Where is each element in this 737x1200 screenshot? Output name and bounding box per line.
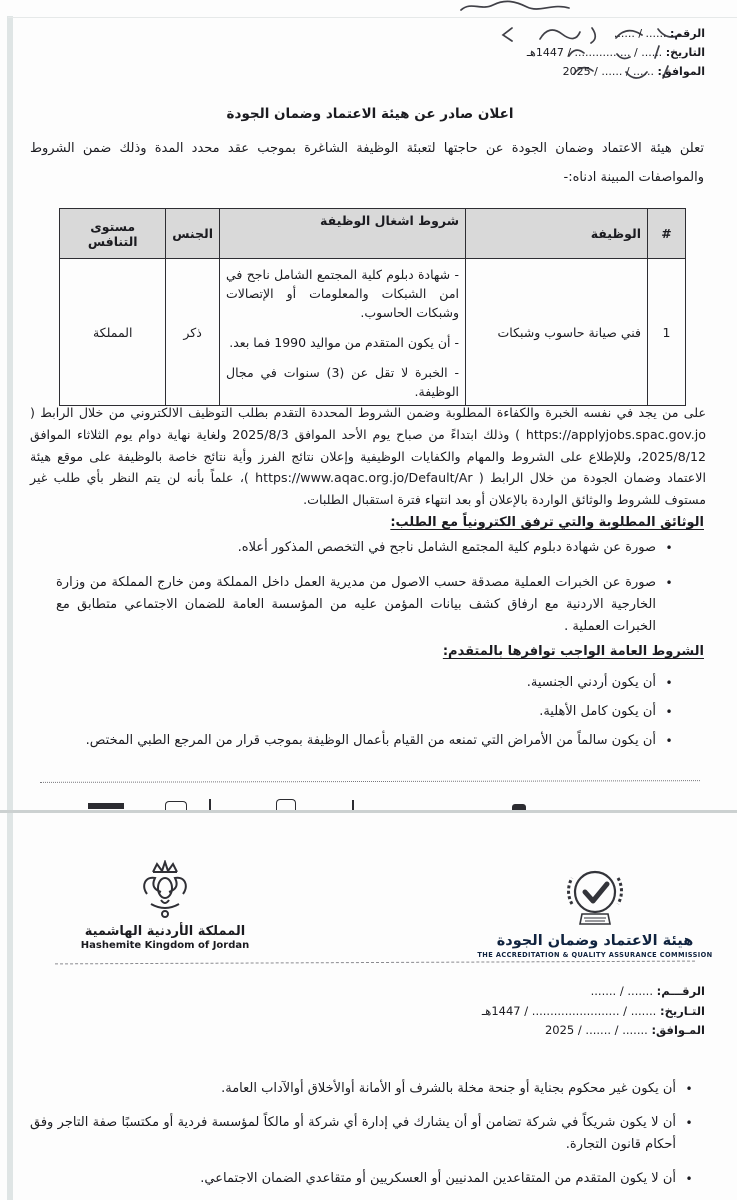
footer-address-line bbox=[40, 780, 700, 784]
application-instructions-paragraph: على من يجد في نفسه الخبرة والكفاءة المطلوبة وضمن الشروط المحددة التقدم بطلب التوظيف الالكتروني من خلال الرابط ( https://applyjobs.spac.gov.jo ) وذلك ابتداءً من صباح يوم الأحد الموافق 2025/8/3 ولغاية نهاية دوام يوم الثلاثاء الموافق 2025/8/12، وللإطلاع على الشروط والمهام والكفايات الوظيفية وإعلان نتائج الفرز وأية نتائج خاصة بالوظيفة على موقع هيئة الاعتماد وضمان الجودة من خلال الرابط ( https://www.aqac.org.jo/Default/Ar )، علماً بأنه لن يتم النظر بأي طلب غير مستوف للشروط والوثائق الواردة بالإعلان أو بعد انتهاء فترة استقبال الطلبات. bbox=[30, 405, 706, 508]
ref-date-value: ....... / ........................ / 1447هـ bbox=[481, 1003, 657, 1018]
required-documents-list bbox=[56, 537, 682, 638]
announcement-title: اعلان صادر عن هيئة الاعتماد وضمان الجودة bbox=[226, 106, 514, 122]
ref-date-label: التاريخ: bbox=[665, 46, 705, 59]
bullet-icon: • bbox=[665, 576, 673, 590]
phone-icon bbox=[165, 801, 187, 810]
jordan-coat-of-arms-icon bbox=[133, 860, 197, 922]
ref-number-value: ....... / ....... bbox=[590, 984, 653, 998]
page2-reference-block bbox=[395, 982, 705, 1041]
col-header-competition: مستوى التنافس bbox=[60, 209, 166, 259]
page1-reference-block bbox=[405, 24, 705, 81]
cell-conditions bbox=[220, 259, 466, 406]
ref-date-value: ...... / ................ / 1447هـ bbox=[526, 46, 663, 59]
scan-edge-shadow bbox=[7, 16, 13, 1200]
ref-number-line bbox=[405, 24, 705, 43]
condition-item: - الخبرة لا تقل عن (3) سنوات في مجال الوظيفة. bbox=[226, 365, 459, 399]
fax-icon bbox=[276, 799, 296, 810]
cell-job-title: فني صيانة حاسوب وشبكات bbox=[466, 259, 648, 406]
list-item bbox=[32, 672, 682, 694]
general-conditions-heading bbox=[30, 640, 704, 659]
ref-gregorian-line bbox=[405, 62, 705, 81]
bullet-icon: • bbox=[665, 541, 673, 555]
vacancy-table bbox=[59, 208, 686, 406]
list-item bbox=[56, 537, 682, 559]
ref-number-label: الرقم: bbox=[670, 27, 705, 40]
ref-date-line bbox=[395, 1002, 705, 1022]
ref-gregorian-line bbox=[395, 1021, 705, 1041]
cell-gender: ذكر bbox=[166, 259, 220, 406]
list-item-text: صورة عن الخبرات العملية مصدقة حسب الاصول من مديرية العمل داخل المملكة ومن خارج المملكة من وزارة الخارجية الاردنية مع ارفاق كشف بيانات المؤمن عليه من المؤسسة العامة للضمان الاجتماعي متطابق مع الخبرات العملية . bbox=[56, 575, 656, 634]
header-separator-line bbox=[55, 961, 695, 965]
page1-top-edge bbox=[8, 17, 737, 18]
list-item bbox=[30, 1078, 702, 1100]
list-item bbox=[32, 730, 682, 752]
aqac-name-arabic: هيئة الاعتماد وضمان الجودة bbox=[496, 933, 694, 949]
list-item bbox=[32, 701, 682, 723]
handwritten-mark-top bbox=[455, 0, 575, 13]
bullet-icon: • bbox=[685, 1082, 693, 1096]
cell-competition-level: المملكة bbox=[60, 259, 166, 406]
bullet-icon: • bbox=[685, 1172, 693, 1186]
list-item bbox=[30, 1112, 702, 1156]
list-item-text: أن يكون أردني الجنسية. bbox=[526, 675, 656, 690]
bullet-icon: • bbox=[665, 705, 673, 719]
ref-date-line bbox=[405, 43, 705, 62]
ref-date-label: التـاريخ: bbox=[659, 1003, 705, 1018]
email-icon bbox=[512, 804, 526, 810]
aqac-checkmark-logo-icon bbox=[558, 866, 632, 930]
aqac-name-english: THE ACCREDITATION & QUALITY ASSURANCE COMMISSION bbox=[477, 951, 713, 959]
col-header-conditions: شروط اشغال الوظيفة bbox=[220, 209, 466, 259]
general-conditions-list bbox=[32, 672, 682, 752]
list-item-text: صورة عن شهادة دبلوم كلية المجتمع الشامل ناجح في التخصص المذكور أعلاه. bbox=[237, 540, 656, 555]
list-item bbox=[56, 572, 682, 638]
bullet-icon: • bbox=[685, 1116, 693, 1130]
required-documents-heading bbox=[30, 511, 704, 530]
required-documents-heading-text: الوثائق المطلوبة والتي ترفق الكترونياً مع الطلب: bbox=[390, 515, 704, 530]
col-header-gender: الجنس bbox=[166, 209, 220, 259]
footer-divider-fragment bbox=[352, 800, 354, 810]
list-item-text: أن يكون غير محكوم بجناية أو جنحة مخلة بالشرف أو الأمانة أوالأخلاق أوالآداب العامة. bbox=[221, 1081, 676, 1096]
condition-item: - شهادة دبلوم كلية المجتمع الشامل ناجح في امن الشبكات والمعلومات أو الإتصالات وشبكات الحاسوب. bbox=[226, 267, 459, 320]
bullet-icon: • bbox=[665, 734, 673, 748]
col-header-job: الوظيفة bbox=[466, 209, 648, 259]
bullet-icon: • bbox=[665, 676, 673, 690]
ref-number-line bbox=[395, 982, 705, 1002]
page-break-line bbox=[0, 810, 737, 813]
list-item-text: أن لا يكون شريكاً في شركة تضامن أو أن يشارك في إدارة أي شركة أو مالكاً لمؤسسة فردية أو مكتسبًا صفة التاجر وفق أحكام قانون التجارة. bbox=[30, 1115, 676, 1152]
footer-divider-fragment bbox=[209, 799, 211, 810]
table-row bbox=[60, 259, 686, 406]
ref-number-label: الرقـــم: bbox=[656, 984, 705, 998]
footer-text-fragment bbox=[88, 803, 124, 809]
table-header-row bbox=[60, 209, 686, 259]
list-item-text: أن يكون كامل الأهلية. bbox=[539, 704, 656, 719]
general-conditions-heading-text: الشروط العامة الواجب توافرها بالمتقدم: bbox=[442, 644, 704, 659]
ref-gregorian-value: ....... / ....... / 2025 bbox=[544, 1023, 648, 1037]
intro-paragraph: تعلن هيئة الاعتماد وضمان الجودة عن حاجتها لتعبئة الوظيفة الشاغرة بموجب عقد محدد المدة وذلك ضمن الشروط والمواصفات المبينة ادناه:- bbox=[30, 141, 704, 185]
list-item bbox=[30, 1168, 702, 1190]
ref-gregorian-label: الموافق: bbox=[657, 65, 705, 78]
list-item-text: أن يكون سالماً من الأمراض التي تمنعه من القيام بأعمال الوظيفة بموجب قرار من المرجع الطبي المختص. bbox=[85, 733, 656, 748]
cell-number: 1 bbox=[648, 259, 686, 406]
list-item-text: أن لا يكون المتقدم من المتقاعدين المدنيين أو العسكريين أو متقاعدي الضمان الاجتماعي. bbox=[200, 1171, 676, 1186]
kingdom-name-english: Hashemite Kingdom of Jordan bbox=[80, 940, 250, 951]
col-header-number: # bbox=[648, 209, 686, 259]
ref-number-value: ...... / ...... bbox=[613, 27, 667, 40]
ref-gregorian-value: ...... / ...... / 2025 bbox=[562, 65, 655, 78]
condition-item: - أن يكون المتقدم من مواليد 1990 فما بعد. bbox=[229, 335, 459, 350]
additional-conditions-list bbox=[30, 1078, 702, 1190]
aqac-logo-block bbox=[470, 866, 720, 959]
ref-gregorian-label: المـوافق: bbox=[651, 1023, 705, 1037]
kingdom-name-arabic: المملكة الأردنية الهاشمية bbox=[84, 924, 246, 939]
kingdom-logo-block bbox=[70, 860, 260, 951]
